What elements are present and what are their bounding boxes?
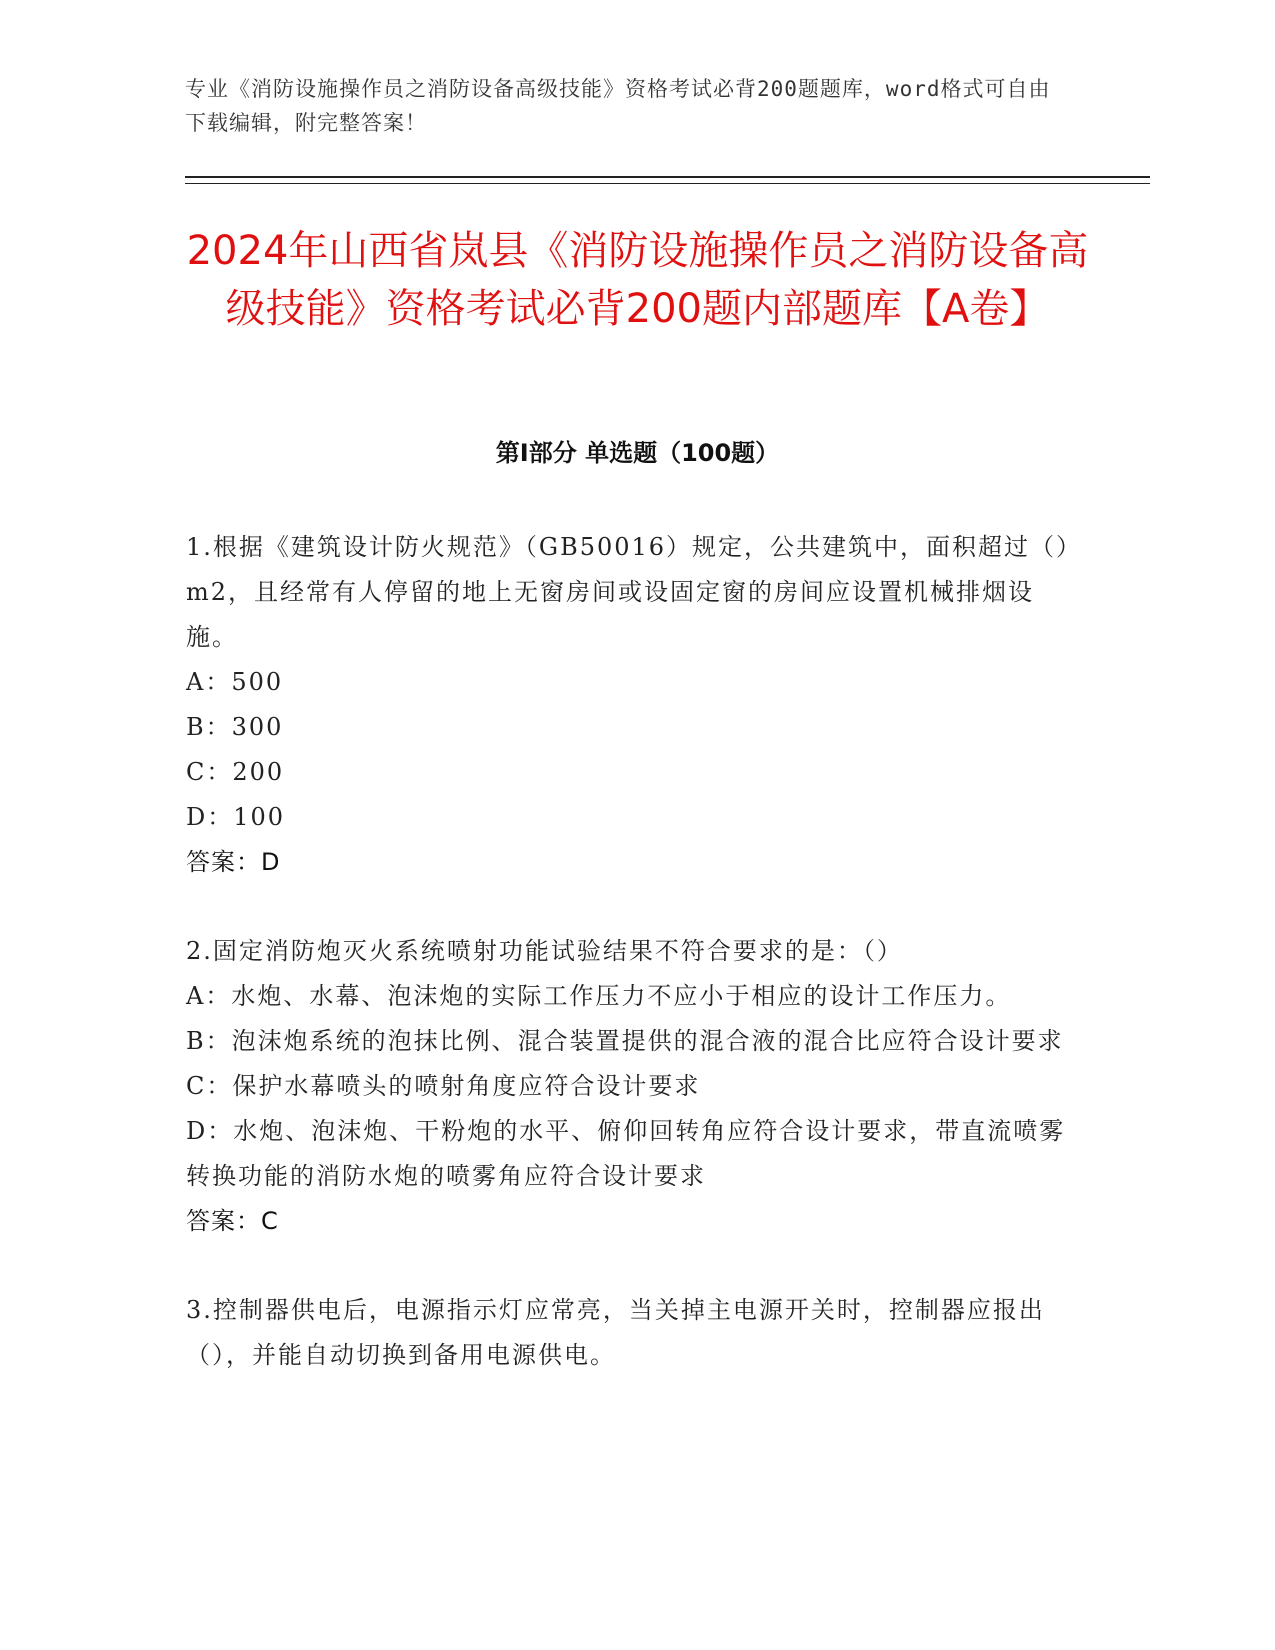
question-list: [186, 525, 1076, 1422]
answer: 答案：D: [186, 848, 281, 876]
option-b: B：泡沫炮系统的泡抹比例、混合装置提供的混合液的混合比应符合设计要求: [186, 1027, 1064, 1055]
header-note: 专业《消防设施操作员之消防设备高级技能》资格考试必背200题题库，word格式可自由下载编辑，附完整答案！: [185, 77, 1051, 135]
option-a: A：水炮、水幕、泡沫炮的实际工作压力不应小于相应的设计工作压力。: [186, 982, 1012, 1010]
option-b: B：300: [186, 713, 284, 741]
option-a: A：500: [186, 668, 284, 696]
header-divider-thick: [185, 176, 1150, 178]
question-1: [186, 525, 1076, 885]
question-stem: 1.根据《建筑设计防火规范》（GB50016）规定，公共建筑中，面积超过（）m2，且经常有人停留的地上无窗房间或设固定窗的房间应设置机械排烟设施。: [186, 533, 1071, 651]
option-c: C：200: [186, 758, 285, 786]
section-title: 第I部分 单选题（100题）: [495, 439, 780, 467]
document-title: 2024年山西省岚县《消防设施操作员之消防设备高级技能》资格考试必背200题内部题库【A卷】: [186, 228, 1089, 332]
question-stem: 3.控制器供电后，电源指示灯应常亮，当关掉主电源开关时，控制器应报出（），并能自动切换到备用电源供电。: [186, 1296, 1045, 1369]
option-d: D：100: [186, 803, 286, 831]
answer: 答案：C: [186, 1207, 279, 1235]
question-stem: 2.固定消防炮灭火系统喷射功能试验结果不符合要求的是：（）: [186, 937, 903, 965]
option-d: D：水炮、泡沫炮、干粉炮的水平、俯仰回转角应符合设计要求，带直流喷雾转换功能的消防水炮的喷雾角应符合设计要求: [186, 1117, 1066, 1190]
question-3: [186, 1288, 1076, 1378]
option-c: C：保护水幕喷头的喷射角度应符合设计要求: [186, 1072, 701, 1100]
question-2: [186, 929, 1076, 1244]
header-divider-thin: [185, 183, 1150, 184]
